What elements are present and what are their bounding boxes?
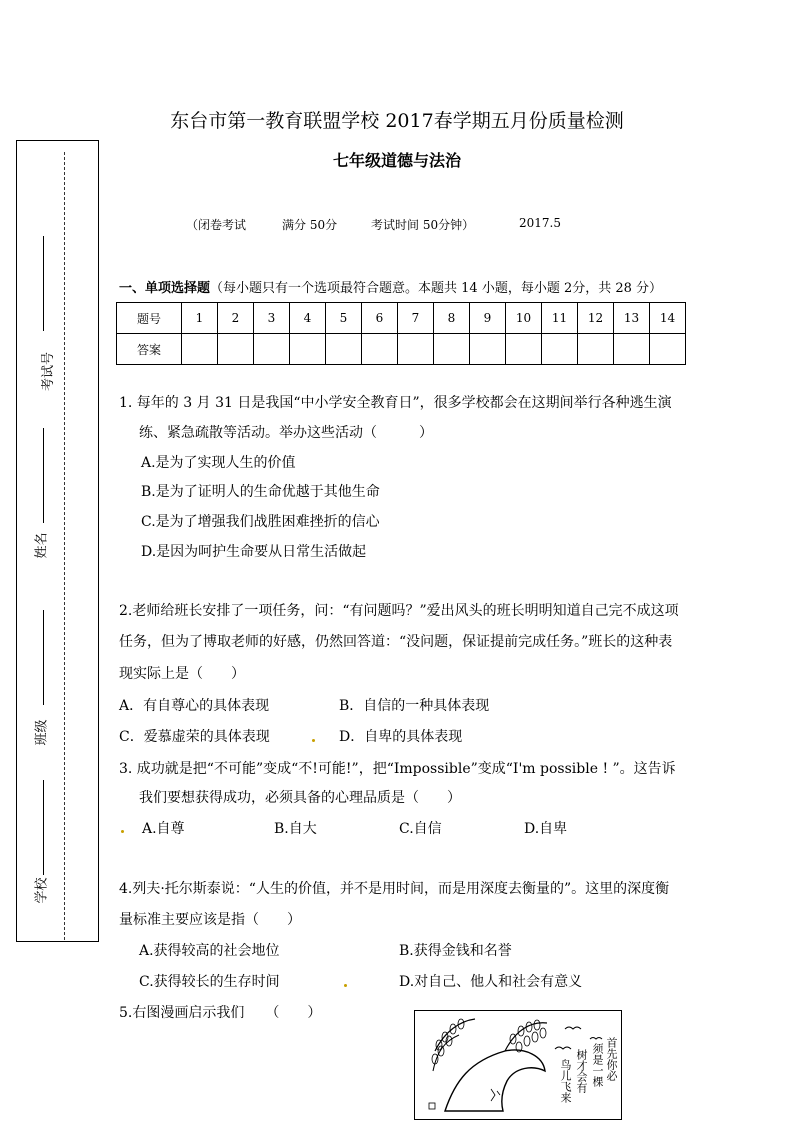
q3-option-a: A.自尊 (142, 821, 185, 837)
answer-cell[interactable] (470, 334, 506, 365)
q4-option-d: D.对自己、他人和社会有意义 (399, 974, 583, 990)
stray-mark (344, 984, 347, 987)
q2-stem-line3: 现实际上是（ ） (119, 666, 245, 682)
answer-cell[interactable] (362, 334, 398, 365)
q2-stem-line1: 2.老师给班长安排了一项任务，问：“有问题吗？”爱出风头的班长明明知道自己完不成这项 (119, 603, 679, 619)
answer-cell[interactable] (578, 334, 614, 365)
name-label: 姓名 (34, 532, 50, 559)
number-cell: 4 (290, 303, 326, 334)
cartoon-tree-bird-illustration (414, 1010, 622, 1120)
exam-no-label: 考试号 (41, 351, 57, 392)
meta-time: 考试时间 50分钟） (371, 218, 475, 232)
answer-cell[interactable] (398, 334, 434, 365)
answer-cell[interactable] (506, 334, 542, 365)
cartoon-text-col-4: 鸟儿飞来 (559, 1059, 572, 1103)
number-cell: 6 (362, 303, 398, 334)
number-cell: 11 (542, 303, 578, 334)
answer-row (117, 334, 686, 365)
answer-table (116, 302, 686, 365)
meta-closed: （闭卷考试 (186, 218, 247, 232)
meta-date: 2017.5 (519, 216, 561, 230)
number-cell: 10 (506, 303, 542, 334)
q3-option-c: C.自信 (399, 821, 442, 837)
number-cell: 2 (218, 303, 254, 334)
school-line (43, 780, 44, 875)
number-cell: 1 (182, 303, 218, 334)
answer-cell[interactable] (542, 334, 578, 365)
number-cell: 7 (398, 303, 434, 334)
q4-option-c: C.获得较长的生存时间 (139, 974, 280, 990)
answer-cell[interactable] (218, 334, 254, 365)
answer-row-label: 答案 (117, 334, 182, 365)
answer-cell[interactable] (614, 334, 650, 365)
answer-cell[interactable] (434, 334, 470, 365)
answer-cell[interactable] (650, 334, 686, 365)
section-heading (119, 277, 662, 296)
name-line (43, 428, 44, 523)
number-cell: 9 (470, 303, 506, 334)
cartoon-text-col-1: 首先你必 (605, 1037, 618, 1081)
section-note: （每小题只有一个选项最符合题意。本题共 14 小题，每小题 2分，共 28 分） (210, 281, 663, 296)
q2-option-b: B．自信的一种具体表现 (339, 698, 490, 714)
stray-mark (312, 739, 315, 742)
cut-line (64, 152, 65, 940)
exam-title: 东台市第一教育联盟学校 2017春学期五月份质量检测 (170, 110, 624, 132)
q1-option-a: A.是为了实现人生的价值 (141, 455, 296, 471)
number-cell: 12 (578, 303, 614, 334)
cartoon-text-col-2: 须是一棵 (591, 1043, 604, 1087)
number-row-label: 题号 (117, 303, 182, 334)
q1-stem-line2: 练、紧急疏散等活动。举办这些活动（ ） (139, 425, 433, 441)
number-cell: 5 (326, 303, 362, 334)
stray-mark (121, 830, 124, 833)
answer-cell[interactable] (254, 334, 290, 365)
q3-stem-line2: 我们要想获得成功，必须具备的心理品质是（ ） (139, 790, 461, 806)
q3-stem-line1: 3. 成功就是把“不可能”变成“不!可能!”，把“Impossible”变成“I'm possible ! ”。这告诉 (119, 761, 676, 777)
answer-cell[interactable] (182, 334, 218, 365)
q1-stem-line1: 1. 每年的 3 月 31 日是我国“中小学安全教育日”，很多学校都会在这期间举行各种逃生演 (119, 395, 672, 411)
q3-option-b: B.自大 (274, 821, 317, 837)
q4-option-a: A.获得较高的社会地位 (139, 943, 280, 959)
number-row (117, 303, 686, 334)
q4-stem-line1: 4.列夫·托尔斯泰说：“人生的价值，并不是用时间，而是用深度去衡量的”。这里的深度衡 (119, 881, 670, 897)
q1-option-b: B.是为了证明人的生命优越于其他生命 (141, 484, 380, 500)
q2-option-d: D．自卑的具体表现 (339, 729, 463, 745)
answer-cell[interactable] (326, 334, 362, 365)
exam-subtitle: 七年级道德与法治 (332, 151, 461, 170)
number-cell: 13 (614, 303, 650, 334)
q2-option-a: A．有自尊心的具体表现 (119, 698, 270, 714)
school-label: 学校 (34, 877, 50, 904)
q1-option-d: D.是因为呵护生命要从日常生活做起 (141, 544, 367, 560)
number-cell: 8 (434, 303, 470, 334)
class-line (43, 610, 44, 705)
number-cell: 14 (650, 303, 686, 334)
q2-option-c: C．爱慕虚荣的具体表现 (119, 729, 270, 745)
q1-option-c: C.是为了增强我们战胜困难挫折的信心 (141, 514, 380, 530)
q4-stem-line2: 量标准主要应该是指（ ） (119, 912, 301, 928)
q3-option-d: D.自卑 (524, 821, 568, 837)
q4-option-b: B.获得金钱和名誉 (399, 943, 512, 959)
exam-no-line (43, 236, 44, 331)
number-cell: 3 (254, 303, 290, 334)
meta-score: 满分 50分 (282, 218, 338, 232)
binding-strip (16, 140, 99, 942)
q2-stem-line2: 任务，但为了博取老师的好感，仍然回答道：“没问题，保证提前完成任务。”班长的这种表 (119, 634, 673, 650)
answer-cell[interactable] (290, 334, 326, 365)
q5-stem: 5.右图漫画启示我们 （ ） (119, 1005, 322, 1021)
section-title: 一、单项选择题 (119, 281, 211, 296)
cartoon-text-col-3: 树才会有 (575, 1049, 588, 1093)
class-label: 班级 (34, 719, 50, 746)
